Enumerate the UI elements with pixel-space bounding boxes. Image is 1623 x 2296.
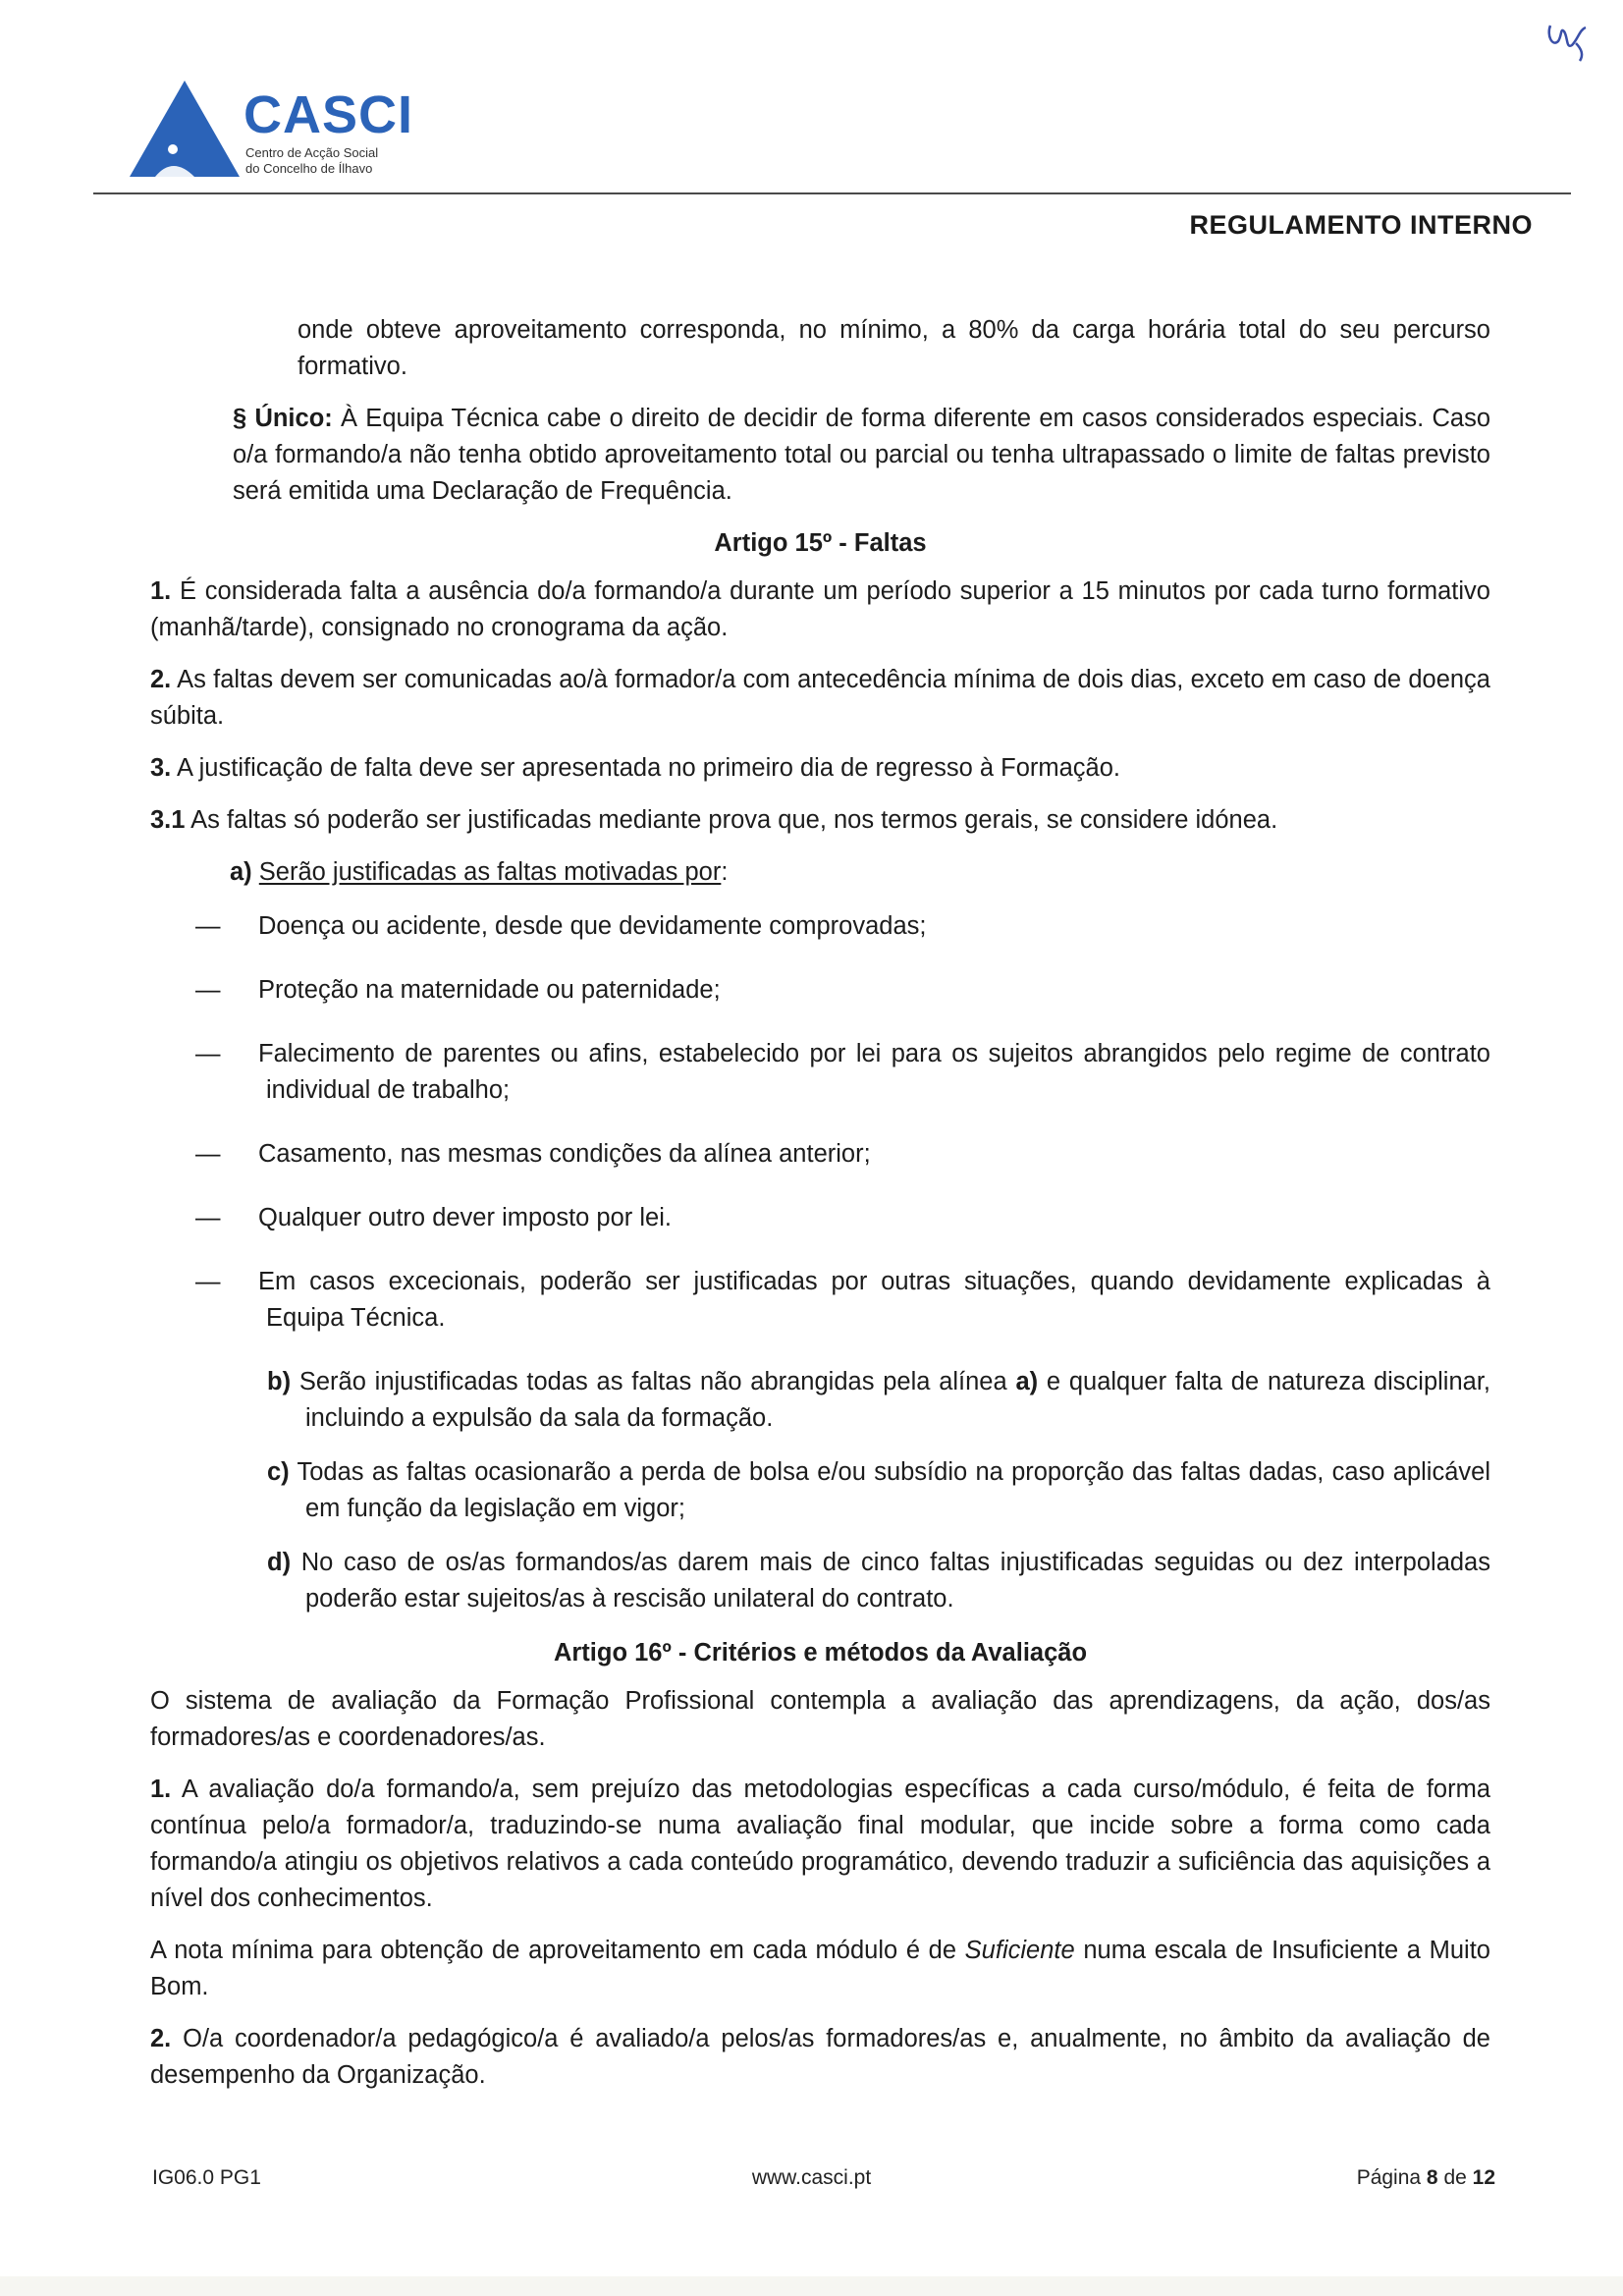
dash-item: — Casamento, nas mesmas condições da alínea anterior;: [195, 1140, 871, 1168]
document-title: REGULAMENTO INTERNO: [1189, 210, 1533, 240]
faltas-item-3: [150, 750, 1490, 787]
nota-minima-paragraph: A nota mínima para obtenção de aproveitamento em cada módulo é de Suficiente numa escala de Insuficiente a Muito Bom.: [150, 1937, 1490, 2000]
footer-doc-code: IG06.0 PG1: [152, 2166, 261, 2189]
dash-item: — Em casos excecionais, poderão ser justificadas por outras situações, quando devidamente explicadas à Equipa Técnica.: [195, 1268, 1490, 1332]
logo-sub-line1: Centro de Acção Social: [245, 145, 379, 160]
faltas-item-3-1: [150, 802, 1490, 839]
avaliacao-item-2: [150, 2021, 1490, 2094]
footer-website[interactable]: www.casci.pt: [751, 2166, 872, 2189]
alinea-c: c) Todas as faltas ocasionarão a perda de bolsa e/ou subsídio na proporção das faltas dadas, caso aplicável em função da legislação em vigor;: [267, 1458, 1490, 1522]
logo-name: CASCI: [243, 85, 414, 144]
item-text: A justificação de falta deve ser apresentada no primeiro dia de regresso à Formação.: [171, 754, 1120, 782]
nota-emphasis: Suficiente: [964, 1937, 1075, 1964]
unico-label: § Único:: [233, 405, 333, 432]
dash-item: — Doença ou acidente, desde que devidamente comprovadas;: [195, 912, 927, 940]
alinea-d: d) No caso de os/as formandos/as darem mais de cinco faltas injustificadas seguidas ou dez interpoladas poderão estar sujeitos/as à rescisão unilateral do contrato.: [267, 1549, 1490, 1613]
logo-sub-line2: do Concelho de Ílhavo: [245, 161, 373, 176]
alinea-label: d): [267, 1549, 292, 1576]
item-number: 1.: [150, 1776, 172, 1803]
item-number: 3.1: [150, 806, 186, 834]
item-text: A avaliação do/a formando/a, sem prejuízo das metodologias específicas a cada curso/módulo, é feita de forma contínua pelo/a formador/a, traduzindo-se numa avaliação final modular, que incide sobre a forma como cada formando/a atingiu os objetivos relativos a cada conteúdo programático, devendo traduzir a suficiência das aquisições a nível dos conhecimentos.: [150, 1776, 1490, 1912]
alinea-a-text: Serão justificadas as faltas motivadas por: [258, 858, 722, 886]
alinea-a: [150, 854, 1490, 891]
unico-text: À Equipa Técnica cabe o direito de decidir de forma diferente em casos considerados especiais. Caso o/a formando/a não tenha obtido aproveitamento total ou parcial ou tenha ultrapassado o limite de faltas previsto será emitida uma Declaração de Frequência.: [233, 405, 1490, 505]
casci-logo: [126, 77, 420, 185]
alinea-label: c): [267, 1458, 290, 1486]
alinea-b: b) Serão injustificadas todas as faltas não abrangidas pela alínea a) e qualquer falta de natureza disciplinar, incluindo a expulsão da sala da formação.: [267, 1368, 1490, 1432]
dash-item: — Proteção na maternidade ou paternidade;: [195, 976, 721, 1004]
handwritten-initial-mark: [1537, 6, 1596, 65]
footer-page-number: Página 8 de 12: [1356, 2166, 1495, 2189]
document-body: [150, 312, 1490, 2109]
unico-paragraph: [150, 401, 1490, 510]
scan-bottom-edge: [0, 2276, 1623, 2296]
logo-subtitle: [245, 145, 378, 177]
item-number: 3.: [150, 754, 172, 782]
alinea-label: b): [267, 1368, 292, 1395]
article-16-intro: O sistema de avaliação da Formação Profissional contempla a avaliação das aprendizagens, da ação, dos/as formadores/as e coordenadores/as.: [150, 1687, 1490, 1751]
item-text: É considerada falta a ausência do/a formando/a durante um período superior a 15 minutos por cada turno formativo (manhã/tarde), consignado no cronograma da ação.: [150, 577, 1490, 641]
dash-item: — Qualquer outro dever imposto por lei.: [195, 1204, 672, 1231]
faltas-item-1: [150, 574, 1490, 646]
item-text: O/a coordenador/a pedagógico/a é avaliado/a pelos/as formadores/as e, anualmente, no âmbito da avaliação de desempenho da Organização.: [150, 2025, 1490, 2089]
faltas-item-2: [150, 662, 1490, 735]
item-text: As faltas devem ser comunicadas ao/à formador/a com antecedência mínima de dois dias, exceto em caso de doença súbita.: [150, 666, 1490, 730]
continuation-paragraph: onde obteve aproveitamento corresponda, no mínimo, a 80% da carga horária total do seu percurso formativo.: [298, 316, 1490, 380]
avaliacao-item-1: [150, 1772, 1490, 1917]
article-16-title: Artigo 16º - Critérios e métodos da Avaliação: [553, 1639, 1088, 1667]
item-text: As faltas só poderão ser justificadas mediante prova que, nos termos gerais, se considere idónea.: [185, 806, 1278, 834]
item-number: 1.: [150, 577, 172, 605]
alinea-a-colon: :: [721, 858, 729, 886]
triangle-logo-icon: [126, 77, 243, 181]
header-divider: [93, 192, 1571, 194]
alinea-ref: a): [1015, 1368, 1039, 1395]
article-15-title: Artigo 15º - Faltas: [714, 529, 927, 557]
item-number: 2.: [150, 666, 172, 693]
item-number: 2.: [150, 2025, 172, 2052]
alinea-label: a): [230, 858, 252, 886]
dash-item: — Falecimento de parentes ou afins, estabelecido por lei para os sujeitos abrangidos pelo regime de contrato individual de trabalho;: [195, 1040, 1490, 1104]
